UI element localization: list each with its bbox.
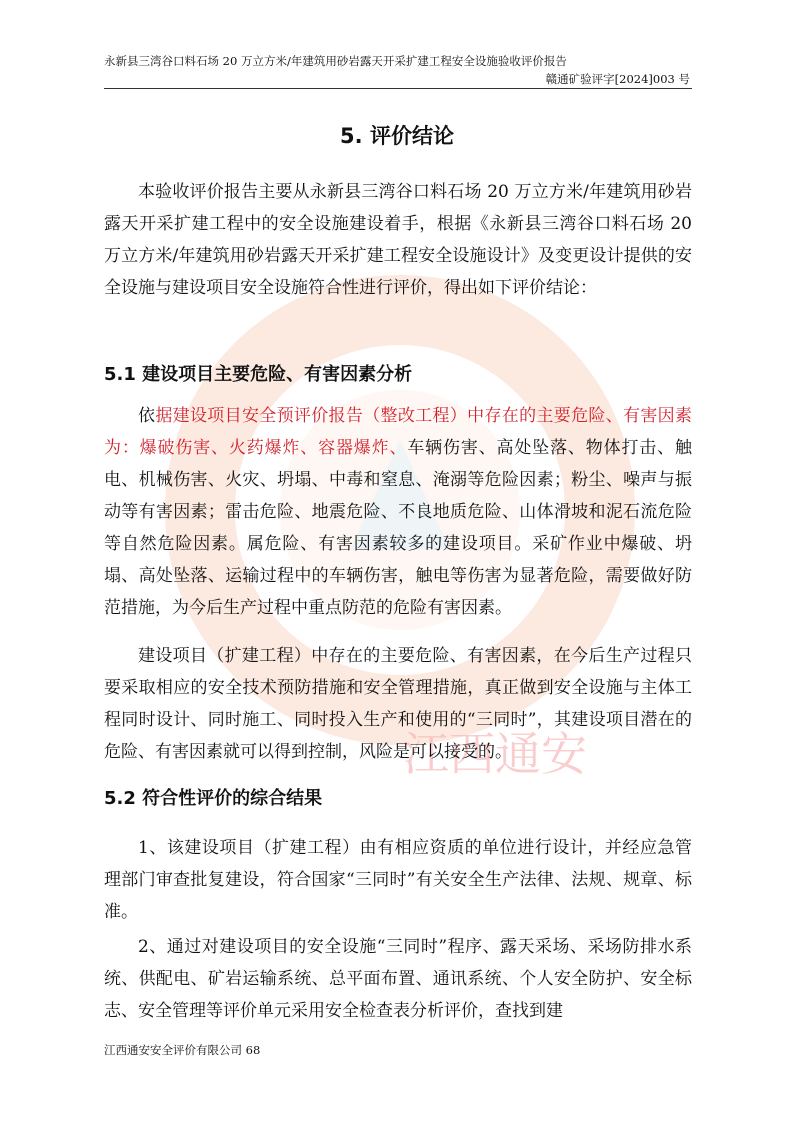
intro-paragraph: 本验收评价报告主要从永新县三湾谷口料石场 20 万立方米/年建筑用砂岩露天开采扩建工程中的安全设施建设着手，根据《永新县三湾谷口料石场 20 万立方米/年建筑用砂岩露天开采扩建工程安全设施设计》及变更设计提供的安全设施与建设项目安全设施符合性进行评价，得出如下评价结论： [104, 182, 692, 298]
conformity-item-2: 2、通过对建设项目的安全设施“三同时”程序、露天采场、采场防排水系统、供配电、矿岩运输系统、总平面布置、通讯系统、个人安全防护、安全标志、安全管理等评价单元采用安全检查表分析评价，查找到建 [104, 937, 692, 1021]
hazard-paragraph-start: 依 [138, 406, 156, 426]
hazard-list-highlight: 据建设项目安全预评价报告（整改工程）中存在的主要危险、有害因素为：爆破伤害、火药爆炸、容器爆炸、 [104, 406, 692, 458]
svg-text:江西通安: 江西通安 [403, 727, 587, 781]
header-title: 永新县三湾谷口料石场 20 万立方米/年建筑用砂岩露天开采扩建工程安全设施验收评价报告 [104, 54, 567, 68]
subsection-title-5-2: 5.2 符合性评价的综合结果 [104, 788, 323, 809]
header-divider [104, 88, 692, 89]
page-footer: 江西通安安全评价有限公司 68 [104, 1043, 261, 1057]
risk-control-paragraph: 建设项目（扩建工程）中存在的主要危险、有害因素，在今后生产过程只要采取相应的安全技术预防措施和安全管理措施，真正做到安全设施与主体工程同时设计、同时施工、同时投入生产和使用的“三同时”，其建设项目潜在的危险、有害因素就可以得到控制，风险是可以接受的。 [104, 646, 692, 762]
hazard-paragraph [104, 400, 692, 624]
conformity-item-1: 1、该建设项目（扩建工程）由有相应资质的单位进行设计，并经应急管理部门审查批复建设，符合国家“三同时”有关安全生产法律、法规、规章、标准。 [104, 838, 692, 922]
subsection-title-5-1: 5.1 建设项目主要危险、有害因素分析 [104, 364, 413, 385]
hazard-paragraph-rest: 车辆伤害、高处坠落、物体打击、触电、机械伤害、火灾、坍塌、中毒和窒息、淹溺等危险因素；粉尘、噪声与振动等有害因素；雷击危险、地震危险、不良地质危险、山体滑坡和泥石流危险等自然危险因素。属危险、有害因素较多的建设项目。采矿作业中爆破、坍塌、高处坠落、运输过程中的车辆伤害，触电等伤害为显著危险，需要做好防范措施，为今后生产过程中重点防范的危险有害因素。 [104, 438, 692, 618]
header-doc-number: 赣通矿验评字[2024]003 号 [545, 72, 690, 86]
section-title: 5. 评价结论 [340, 124, 454, 148]
